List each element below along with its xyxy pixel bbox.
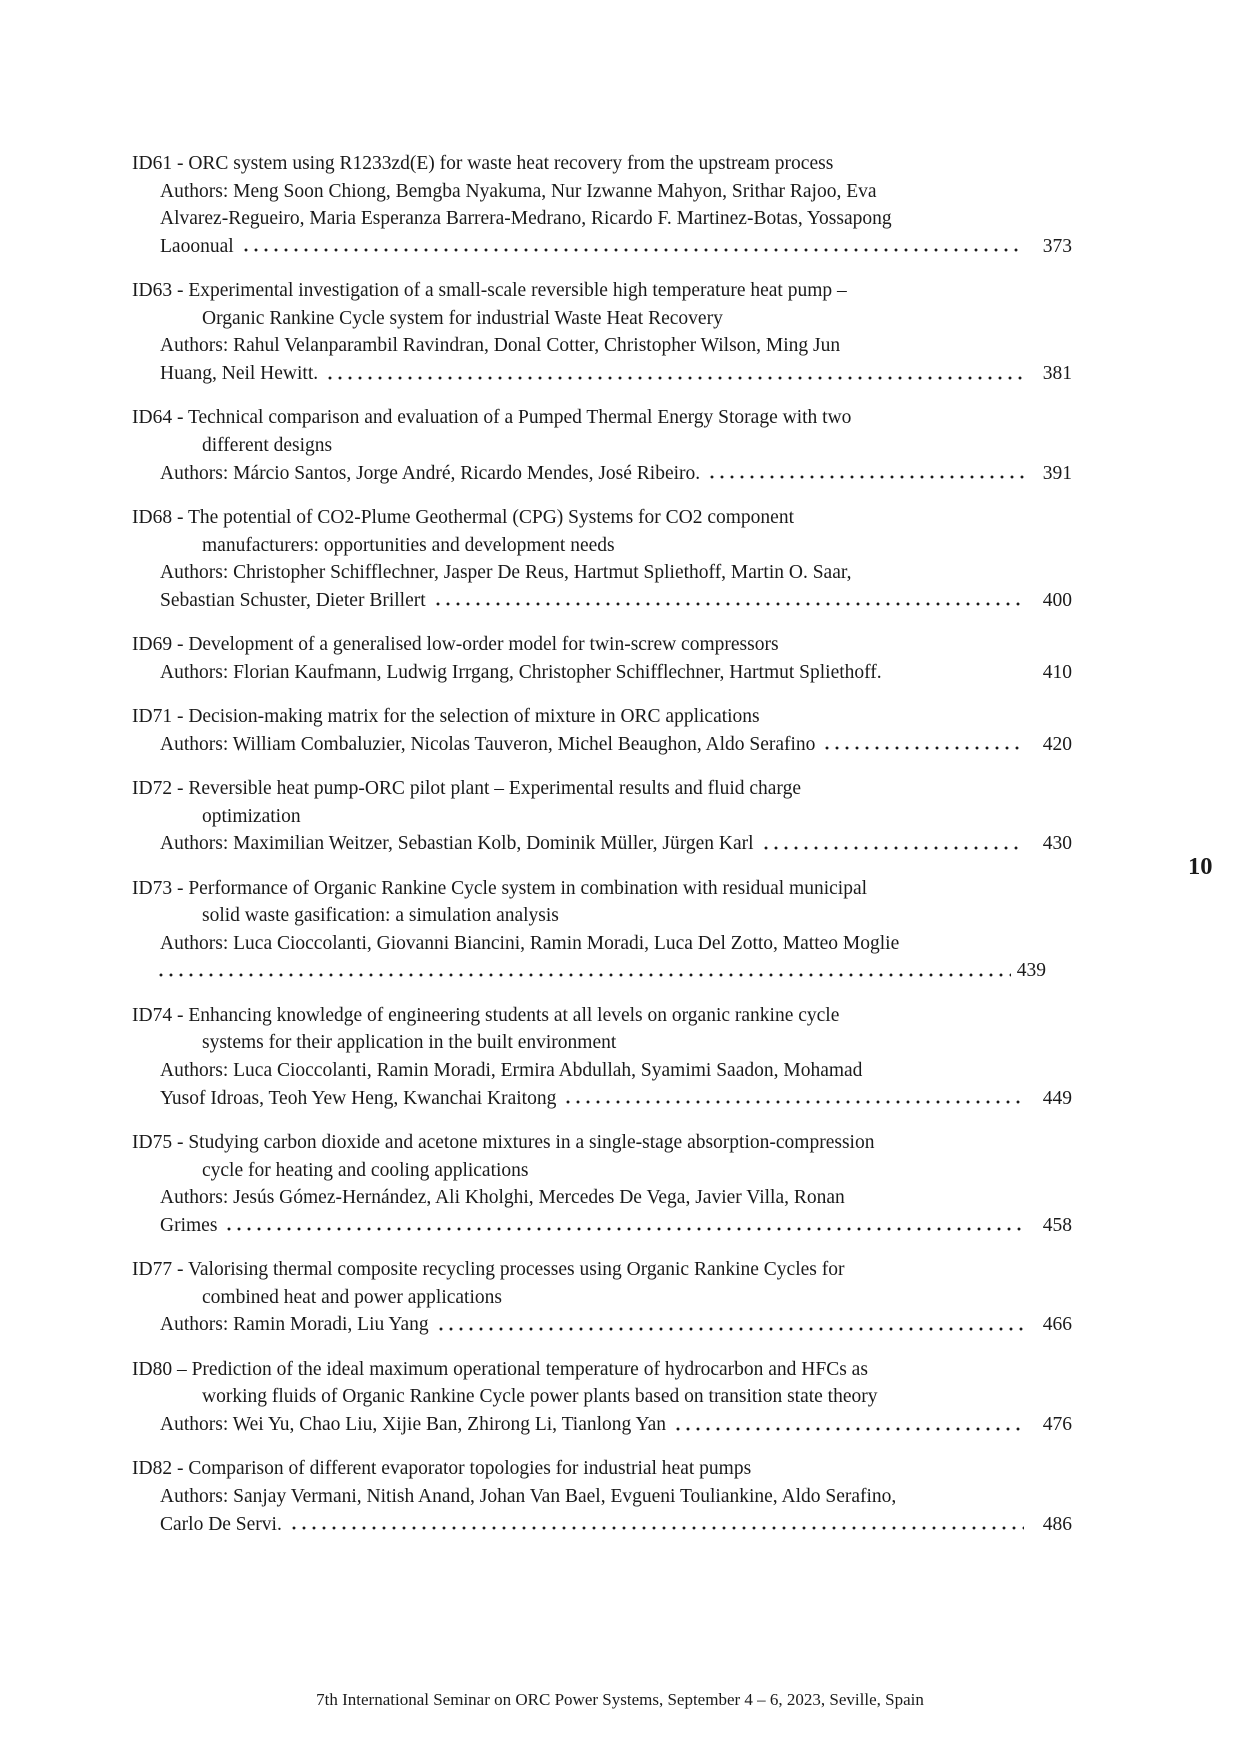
- toc-line-text: Authors: Meng Soon Chiong, Bemgba Nyakuma, Nur Izwanne Mahyon, Srithar Rajoo, Eva: [160, 180, 877, 202]
- toc-line-text: Authors: Márcio Santos, Jorge André, Ricardo Mendes, José Ribeiro.: [160, 462, 701, 484]
- entry-leader-line: [132, 957, 1072, 985]
- entry-authors-line: [132, 1483, 1072, 1511]
- toc-line-text: ID77 - Valorising thermal composite recycling processes using Organic Rankine Cycles for: [132, 1259, 845, 1281]
- toc-line-text: Authors: Maximilian Weitzer, Sebastian Kolb, Dominik Müller, Jürgen Karl: [160, 833, 754, 855]
- toc-line-text: Authors: Florian Kaufmann, Ludwig Irrgang, Christopher Schifflechner, Hartmut Spliethoff.: [160, 661, 882, 683]
- entry-title-continuation-line: [132, 902, 1072, 930]
- entry-authors-line: [132, 1057, 1072, 1085]
- entry-title-continuation-line: [132, 532, 1072, 560]
- toc-entry: [132, 404, 1072, 487]
- toc-line-text: Carlo De Servi.: [160, 1513, 282, 1535]
- dot-leader: [673, 1411, 1024, 1439]
- entry-title-continuation-line: [132, 1029, 1072, 1057]
- entry-title-continuation-line: [132, 1157, 1072, 1185]
- entry-authors-line: [132, 930, 1072, 958]
- toc-line-text: Authors: Ramin Moradi, Liu Yang: [160, 1314, 429, 1336]
- toc-line-text: ID75 - Studying carbon dioxide and acetone mixtures in a single-stage absorption-compression: [132, 1131, 875, 1153]
- toc-line-text: Authors: Luca Cioccolanti, Ramin Moradi, Ermira Abdullah, Syamimi Saadon, Mohamad: [160, 1060, 863, 1081]
- entry-authors-line: [132, 1311, 1072, 1339]
- entry-title-continuation-line: [132, 432, 1072, 460]
- dot-leader: [761, 830, 1024, 858]
- toc-line-text: ID61 - ORC system using R1233zd(E) for waste heat recovery from the upstream process: [132, 153, 834, 174]
- toc-line-text: Authors: Jesús Gómez-Hernández, Ali Kholghi, Mercedes De Vega, Javier Villa, Ronan: [160, 1187, 845, 1209]
- entry-title-line: [132, 1129, 1072, 1157]
- entry-authors-line: [132, 659, 1072, 687]
- chapter-page-number: 10: [1188, 853, 1213, 880]
- dot-leader: [822, 731, 1024, 759]
- entry-authors-line: [132, 360, 1072, 388]
- toc-entry: [132, 150, 1072, 260]
- toc-line-text: ID82 - Comparison of different evaporator topologies for industrial heat pumps: [132, 1458, 752, 1480]
- toc-entry: [132, 277, 1072, 387]
- dot-leader: [707, 460, 1024, 488]
- entry-authors-line: [132, 1411, 1072, 1439]
- toc-line-text: Yusof Idroas, Teoh Yew Heng, Kwanchai Kraitong: [160, 1087, 557, 1109]
- entry-authors-line: [132, 731, 1072, 759]
- toc-line-text: ID63 - Experimental investigation of a small-scale reversible high temperature heat pump –: [132, 280, 847, 302]
- page-number: 486: [1042, 1513, 1072, 1535]
- dot-leader: [241, 233, 1024, 261]
- entry-title-line: [132, 1256, 1072, 1284]
- entry-title-line: [132, 1002, 1072, 1030]
- entry-authors-line: [132, 1184, 1072, 1212]
- toc-entry: [132, 775, 1072, 858]
- toc-line-text: ID73 - Performance of Organic Rankine Cycle system in combination with residual municipal: [132, 877, 868, 899]
- entry-authors-line: [132, 205, 1072, 233]
- toc-line-text: optimization: [202, 805, 301, 827]
- toc-entry: [132, 1455, 1072, 1538]
- entry-title-continuation-line: [132, 305, 1072, 333]
- toc-line-text: ID69 - Development of a generalised low-order model for twin-screw compressors: [132, 634, 779, 656]
- toc-line-text: Huang, Neil Hewitt.: [160, 362, 319, 384]
- footer-conference-line: 7th International Seminar on ORC Power Systems, September 4 – 6, 2023, Seville, Spain: [316, 1690, 924, 1709]
- entry-title-line: [132, 404, 1072, 432]
- page-number: 439: [1016, 960, 1046, 982]
- entry-authors-line: [132, 830, 1072, 858]
- entry-title-line: [132, 775, 1072, 803]
- entry-title-line: [132, 150, 1072, 178]
- page-number: 391: [1042, 462, 1072, 484]
- entry-authors-line: [132, 1511, 1072, 1539]
- dot-leader: [289, 1511, 1024, 1539]
- entry-authors-line: [132, 460, 1072, 488]
- toc-line-text: cycle for heating and cooling applications: [202, 1159, 529, 1181]
- entry-title-line: [132, 1455, 1072, 1483]
- toc-line-text: ID72 - Reversible heat pump-ORC pilot plant – Experimental results and fluid charge: [132, 778, 801, 800]
- toc-line-text: manufacturers: opportunities and development needs: [202, 534, 615, 556]
- dot-leader: [325, 360, 1024, 388]
- toc-entry: [132, 1256, 1072, 1339]
- toc-line-text: Authors: William Combaluzier, Nicolas Tauveron, Michel Beaughon, Aldo Serafino: [160, 733, 816, 755]
- entry-title-continuation-line: [132, 803, 1072, 831]
- page-number: 373: [1042, 235, 1072, 257]
- page-number: 410: [1042, 661, 1072, 683]
- toc-entry: [132, 504, 1072, 614]
- toc-line-text: Authors: Luca Cioccolanti, Giovanni Biancini, Ramin Moradi, Luca Del Zotto, Matteo Moglie: [160, 932, 900, 954]
- dot-leader: [436, 1311, 1024, 1339]
- page-number: 430: [1042, 833, 1072, 855]
- toc-line-text: ID71 - Decision-making matrix for the selection of mixture in ORC applications: [132, 706, 760, 728]
- dot-leader: [433, 587, 1024, 615]
- toc-line-text: Authors: Rahul Velanparambil Ravindran, Donal Cotter, Christopher Wilson, Ming Jun: [160, 335, 841, 357]
- entry-authors-line: [132, 332, 1072, 360]
- dot-leader: [224, 1212, 1024, 1240]
- toc-line-text: ID80 – Prediction of the ideal maximum operational temperature of hydrocarbon and HFCs as: [132, 1358, 868, 1380]
- entry-title-line: [132, 1356, 1072, 1384]
- toc-entry: [132, 875, 1072, 985]
- page-number: 476: [1042, 1413, 1072, 1435]
- entry-authors-line: [132, 587, 1072, 615]
- entry-title-line: [132, 277, 1072, 305]
- entry-authors-line: [132, 178, 1072, 206]
- page-number: 381: [1042, 362, 1072, 384]
- toc-line-text: Grimes: [160, 1214, 218, 1236]
- table-of-contents: [132, 150, 1072, 1555]
- page-number: 420: [1042, 733, 1072, 755]
- page-number: 466: [1042, 1314, 1072, 1336]
- toc-line-text: different designs: [202, 434, 333, 456]
- toc-line-text: ID74 - Enhancing knowledge of engineering students at all levels on organic rankine cycle: [132, 1004, 840, 1026]
- entry-title-continuation-line: [132, 1284, 1072, 1312]
- toc-line-text: ID68 - The potential of CO2-Plume Geothermal (CPG) Systems for CO2 component: [132, 506, 795, 528]
- toc-entry: [132, 1129, 1072, 1239]
- toc-line-text: Sebastian Schuster, Dieter Brillert: [160, 589, 426, 611]
- entry-title-line: [132, 631, 1072, 659]
- page-number: 400: [1042, 589, 1072, 611]
- entry-title-line: [132, 703, 1072, 731]
- entry-title-line: [132, 504, 1072, 532]
- toc-line-text: Authors: Wei Yu, Chao Liu, Xijie Ban, Zhirong Li, Tianlong Yan: [160, 1413, 666, 1435]
- toc-line-text: working fluids of Organic Rankine Cycle power plants based on transition state theory: [202, 1386, 878, 1408]
- entry-authors-line: [132, 1085, 1072, 1113]
- entry-title-line: [132, 875, 1072, 903]
- page-number: 458: [1042, 1214, 1072, 1236]
- toc-line-text: Authors: Christopher Schifflechner, Jasper De Reus, Hartmut Spliethoff, Martin O. Saar,: [160, 562, 852, 584]
- toc-entry: [132, 1002, 1072, 1112]
- page-number: 449: [1042, 1087, 1072, 1109]
- toc-line-text: Authors: Sanjay Vermani, Nitish Anand, Johan Van Bael, Evgueni Touliankine, Aldo Serafino,: [160, 1485, 897, 1507]
- toc-entry: [132, 631, 1072, 686]
- toc-line-text: ID64 - Technical comparison and evaluation of a Pumped Thermal Energy Storage with two: [132, 407, 852, 429]
- toc-line-text: Alvarez-Regueiro, Maria Esperanza Barrera-Medrano, Ricardo F. Martinez-Botas, Yossapong: [160, 208, 892, 230]
- toc-line-text: combined heat and power applications: [202, 1286, 502, 1308]
- toc-line-text: Organic Rankine Cycle system for industrial Waste Heat Recovery: [202, 307, 723, 329]
- entry-authors-line: [132, 1212, 1072, 1240]
- toc-entry: [132, 703, 1072, 758]
- toc-line-text: solid waste gasification: a simulation analysis: [202, 905, 559, 927]
- toc-entry: [132, 1356, 1072, 1439]
- entry-authors-line: [132, 233, 1072, 261]
- dot-leader: [156, 957, 1011, 985]
- entry-authors-line: [132, 559, 1072, 587]
- dot-leader: [889, 659, 1024, 687]
- dot-leader: [563, 1085, 1024, 1113]
- toc-line-text: systems for their application in the built environment: [202, 1032, 617, 1054]
- toc-line-text: Laoonual: [160, 235, 234, 257]
- entry-title-continuation-line: [132, 1383, 1072, 1411]
